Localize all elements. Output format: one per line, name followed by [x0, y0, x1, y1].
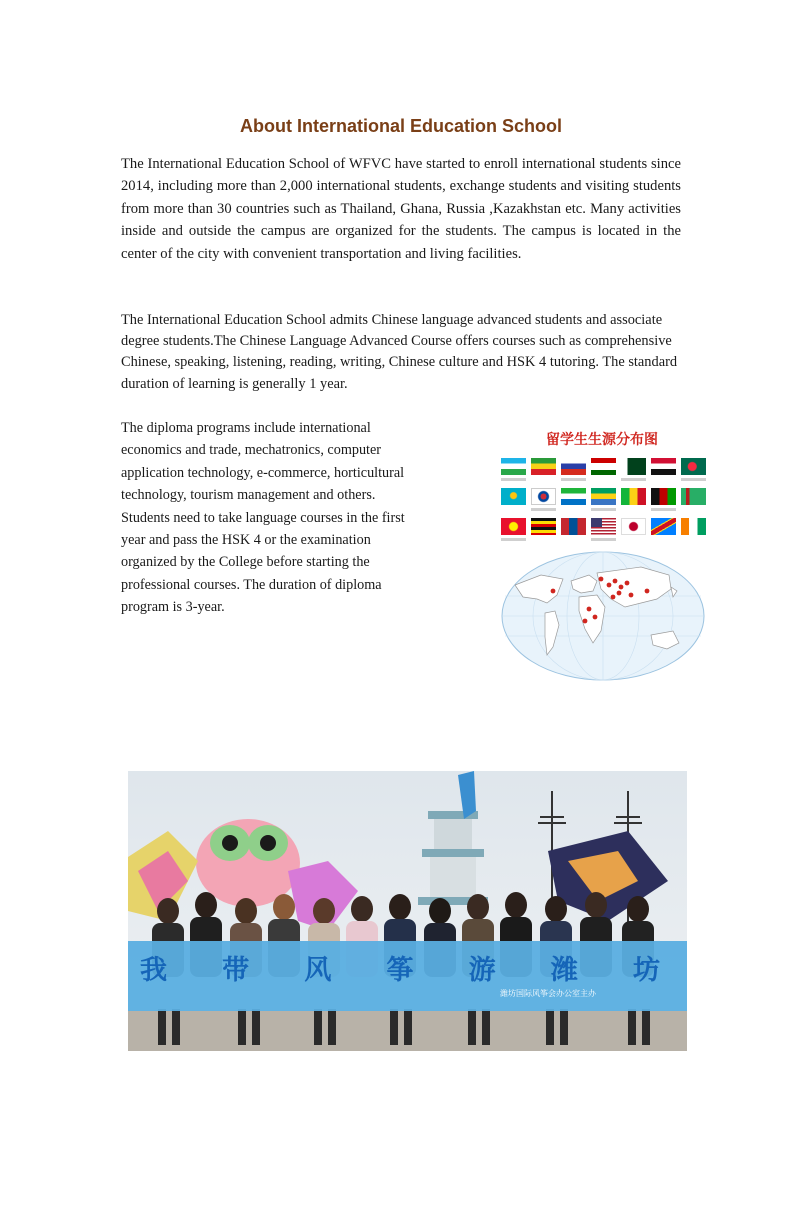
kite-banner	[128, 941, 687, 1011]
flag-pakistan	[621, 458, 646, 475]
world-map	[501, 551, 705, 681]
flag-russia	[561, 458, 586, 475]
flag-bangladesh	[681, 458, 706, 475]
flag-caption	[621, 478, 646, 481]
banner-text: 我 带 风 筝 游 潍 坊	[140, 955, 660, 986]
page-title: About International Education School	[240, 116, 562, 136]
flag-caption	[591, 508, 616, 511]
flag-dr-congo	[651, 518, 676, 535]
figure-title: 留学生生源分布图	[546, 432, 658, 448]
banner-subtext: 潍坊国际风筝会办公室主办	[500, 989, 596, 998]
flag-caption	[651, 508, 676, 511]
kite-festival-group-photo	[128, 771, 687, 1051]
flag-caption	[681, 478, 706, 481]
flag-gabon	[591, 488, 616, 505]
diploma-paragraph: The diploma programs include international economics and trade, mechatronics, computer application technology, e-commerce, horticultural technology, tourism management and others. Students need to take language courses in the first year and pass the HSK 4 or the examination organized by the College before starting the professional courses. The duration of diploma program is 3-year.	[121, 420, 405, 616]
flag-afghanistan	[651, 488, 676, 505]
flag-ivory-coast	[681, 518, 706, 535]
admission-paragraph: The International Education School admits Chinese language advanced students and associate degree students.The Chinese Language Advanced Course offers courses such as comprehensive Chinese, speaking, listening, reading, writing, Chinese culture and HSK 4 tutoring. The standard duration of learning is generally 1 year.	[121, 312, 678, 392]
flag-sudan	[651, 458, 676, 475]
flag-japan	[621, 518, 646, 535]
flag-mali	[621, 488, 646, 505]
flag-uganda	[531, 518, 556, 535]
flag-tajikistan	[591, 458, 616, 475]
flag-turkmenistan	[681, 488, 706, 505]
flag-kazakhstan	[501, 488, 526, 505]
flag-kyrgyzstan	[501, 518, 526, 535]
flag-south-korea	[531, 488, 556, 505]
flag-sierra-leone	[561, 488, 586, 505]
student-origin-figure	[495, 425, 709, 683]
intro-paragraph: The International Education School of WFVC have started to enroll international students since 2014, including more than 2,000 international students, exchange students and visiting students from more than 30 countries such as Thailand, Ghana, Russia ,Kazakhstan etc. Many activities inside and outside the campus are organized for the students. The campus is located in the center of the city with convenient transportation and living facilities.	[121, 156, 681, 262]
flag-caption	[531, 508, 556, 511]
flag-usa	[591, 518, 616, 535]
flag-caption	[561, 478, 586, 481]
flag-caption	[501, 478, 526, 481]
flag-mongolia	[561, 518, 586, 535]
flag-caption	[591, 538, 616, 541]
flag-uzbekistan	[501, 458, 526, 475]
flag-ethiopia	[531, 458, 556, 475]
flag-caption	[501, 538, 526, 541]
